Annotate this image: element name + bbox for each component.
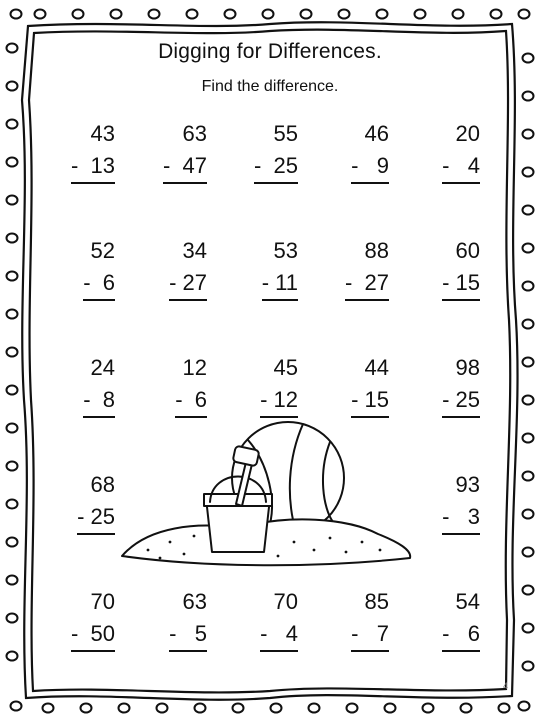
minuend: 45 [273, 355, 298, 380]
subtrahend: - 4 [442, 151, 480, 184]
subtraction-problem [317, 118, 389, 184]
subtrahend: - 6 [442, 619, 480, 652]
subtrahend: - 11 [262, 268, 298, 301]
sand-bucket-beach-ball-icon [118, 418, 418, 570]
subtraction-problem [226, 586, 298, 652]
worksheet-instructions: Find the difference. [201, 78, 339, 95]
minuend: 60 [455, 238, 480, 263]
subtrahend: - 27 [169, 268, 207, 301]
minuend: 63 [182, 589, 207, 614]
subtrahend: - 50 [71, 619, 115, 652]
subtrahend: - 4 [260, 619, 298, 652]
subtraction-problem [408, 352, 480, 418]
minuend: 70 [273, 589, 298, 614]
subtrahend: - 25 [77, 502, 115, 535]
subtraction-problem [408, 235, 480, 301]
subtrahend: - 25 [254, 151, 298, 184]
subtraction-problem [43, 235, 115, 301]
subtrahend: - 15 [442, 268, 480, 301]
subtrahend: - 6 [175, 385, 207, 418]
minuend: 34 [182, 238, 207, 263]
subtraction-problem [135, 118, 207, 184]
minuend: 88 [364, 238, 389, 263]
subtraction-problem [408, 469, 480, 535]
subtraction-problem [226, 235, 298, 301]
minuend: 55 [273, 121, 298, 146]
minuend: 46 [364, 121, 389, 146]
subtraction-problem [43, 469, 115, 535]
minuend: 52 [90, 238, 115, 263]
subtraction-problem [43, 118, 115, 184]
subtrahend: - 13 [71, 151, 115, 184]
minuend: 54 [455, 589, 480, 614]
subtrahend: - 47 [163, 151, 207, 184]
subtrahend: - 6 [83, 268, 115, 301]
subtraction-problem [43, 586, 115, 652]
minuend: 98 [455, 355, 480, 380]
subtraction-problem [135, 352, 207, 418]
minuend: 70 [90, 589, 115, 614]
subtraction-problem [408, 118, 480, 184]
subtrahend: - 12 [260, 385, 298, 418]
minuend: 68 [90, 472, 115, 497]
subtraction-problem [226, 118, 298, 184]
minuend: 85 [364, 589, 389, 614]
page-number: 4 [502, 681, 508, 691]
subtrahend: - 9 [351, 151, 389, 184]
subtrahend: - 7 [351, 619, 389, 652]
minuend: 12 [182, 355, 207, 380]
subtraction-problem [408, 586, 480, 652]
minuend: 44 [364, 355, 389, 380]
subtrahend: - 5 [169, 619, 207, 652]
minuend: 43 [90, 121, 115, 146]
minuend: 63 [182, 121, 207, 146]
subtraction-problem [135, 586, 207, 652]
subtraction-problem [135, 235, 207, 301]
subtraction-problem [43, 352, 115, 418]
subtrahend: - 25 [442, 385, 480, 418]
subtrahend: - 8 [83, 385, 115, 418]
minuend: 93 [455, 472, 480, 497]
subtraction-problem [317, 586, 389, 652]
minuend: 24 [90, 355, 115, 380]
subtraction-problem [226, 352, 298, 418]
subtraction-problem [317, 235, 389, 301]
minuend: 20 [455, 121, 480, 146]
subtrahend: - 15 [351, 385, 389, 418]
worksheet-title: Digging for Differences. [158, 40, 382, 63]
subtrahend: - 3 [442, 502, 480, 535]
subtraction-problem [317, 352, 389, 418]
subtrahend: - 27 [345, 268, 389, 301]
minuend: 53 [273, 238, 298, 263]
